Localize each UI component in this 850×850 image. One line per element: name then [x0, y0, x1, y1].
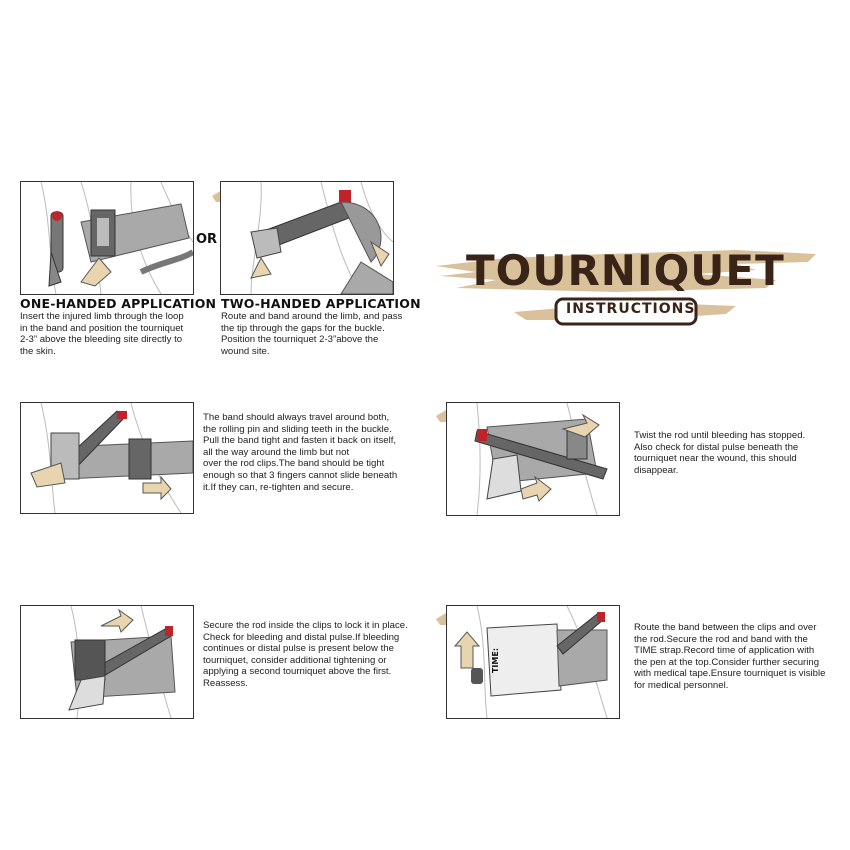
- text-line: with medical tape.Ensure tourniquet is visible: [634, 668, 826, 680]
- caption-two-handed: TWO-HANDED APPLICATION: [221, 296, 421, 311]
- text-line: tourniquet near the wound, this should: [634, 453, 797, 465]
- text-line: Secure the rod inside the clips to lock it in place.: [203, 620, 408, 631]
- text-line: 2-3” above the bleeding site directly to: [20, 334, 183, 346]
- time-strap-label: TIME:: [491, 647, 501, 674]
- text-line: applying a second tourniquet above the first.: [203, 666, 392, 678]
- text-line: tourniquet, consider additional tightening or: [203, 654, 387, 666]
- text-line: TIME strap.Record time of application with: [634, 645, 815, 657]
- text-line: Pull the band tight and fasten it back on itself,: [203, 435, 397, 447]
- text-line: over the rod clips.The band should be tight: [203, 458, 385, 470]
- text-line: Route and band around the limb, and pass: [221, 311, 403, 322]
- text-line: the pen at the top.Consider further securing: [634, 656, 820, 668]
- illustration-two-handed: [220, 181, 394, 295]
- illustration-step-4: [20, 605, 194, 719]
- text-line: wound site.: [221, 345, 270, 357]
- text-line: in the band and position the tourniquet: [20, 322, 184, 334]
- illustration-one-handed: [20, 181, 194, 295]
- text-line: Insert the injured limb through the loop: [20, 311, 184, 322]
- text-line: enough so that 3 fingers cannot slide beneath: [203, 469, 398, 481]
- text-line: the skin.: [20, 345, 56, 357]
- page-subtitle: INSTRUCTIONS: [566, 301, 696, 317]
- text-line: Route the band between the clips and over: [634, 622, 817, 633]
- text-line: the rod.Secure the rod and band with the: [634, 633, 808, 645]
- text-line: for medical personnel.: [634, 679, 729, 691]
- text-line: the rolling pin and sliding teeth in the buckle.: [203, 423, 392, 435]
- page-title: TOURNIQUET: [466, 246, 785, 295]
- text-line: Also check for distal pulse beneath the: [634, 441, 799, 453]
- instructions-one-handed: [20, 311, 184, 357]
- text-line: all the way around the limb but not: [203, 446, 350, 458]
- title-block: [436, 240, 816, 330]
- illustration-step-2: [20, 402, 194, 514]
- text-line: disappear.: [634, 464, 679, 476]
- text-line: continues or distal pulse is present below the: [203, 643, 394, 655]
- illustration-step-3: [446, 402, 620, 516]
- instructions-two-handed: [221, 311, 402, 357]
- or-connector: OR: [196, 232, 218, 247]
- caption-one-handed: ONE-HANDED APPLICATION: [20, 296, 217, 311]
- text-line: The band should always travel around both,: [203, 412, 390, 423]
- illustration-step-5: [446, 605, 620, 719]
- instructions-step-2: [203, 412, 397, 493]
- text-line: Position the tourniquet 2-3”above the: [221, 334, 379, 346]
- instructions-step-4: [203, 620, 408, 690]
- text-line: it.If they can, re-tighten and secure.: [203, 481, 354, 493]
- text-line: Reassess.: [203, 677, 248, 689]
- text-line: Twist the rod until bleeding has stopped.: [634, 430, 806, 441]
- text-line: the tip through the gaps for the buckle.: [221, 322, 385, 334]
- instructions-step-5: [634, 622, 825, 692]
- text-line: Check for bleeding and distal pulse.If bleeding: [203, 631, 400, 643]
- instructions-step-3: [634, 430, 805, 476]
